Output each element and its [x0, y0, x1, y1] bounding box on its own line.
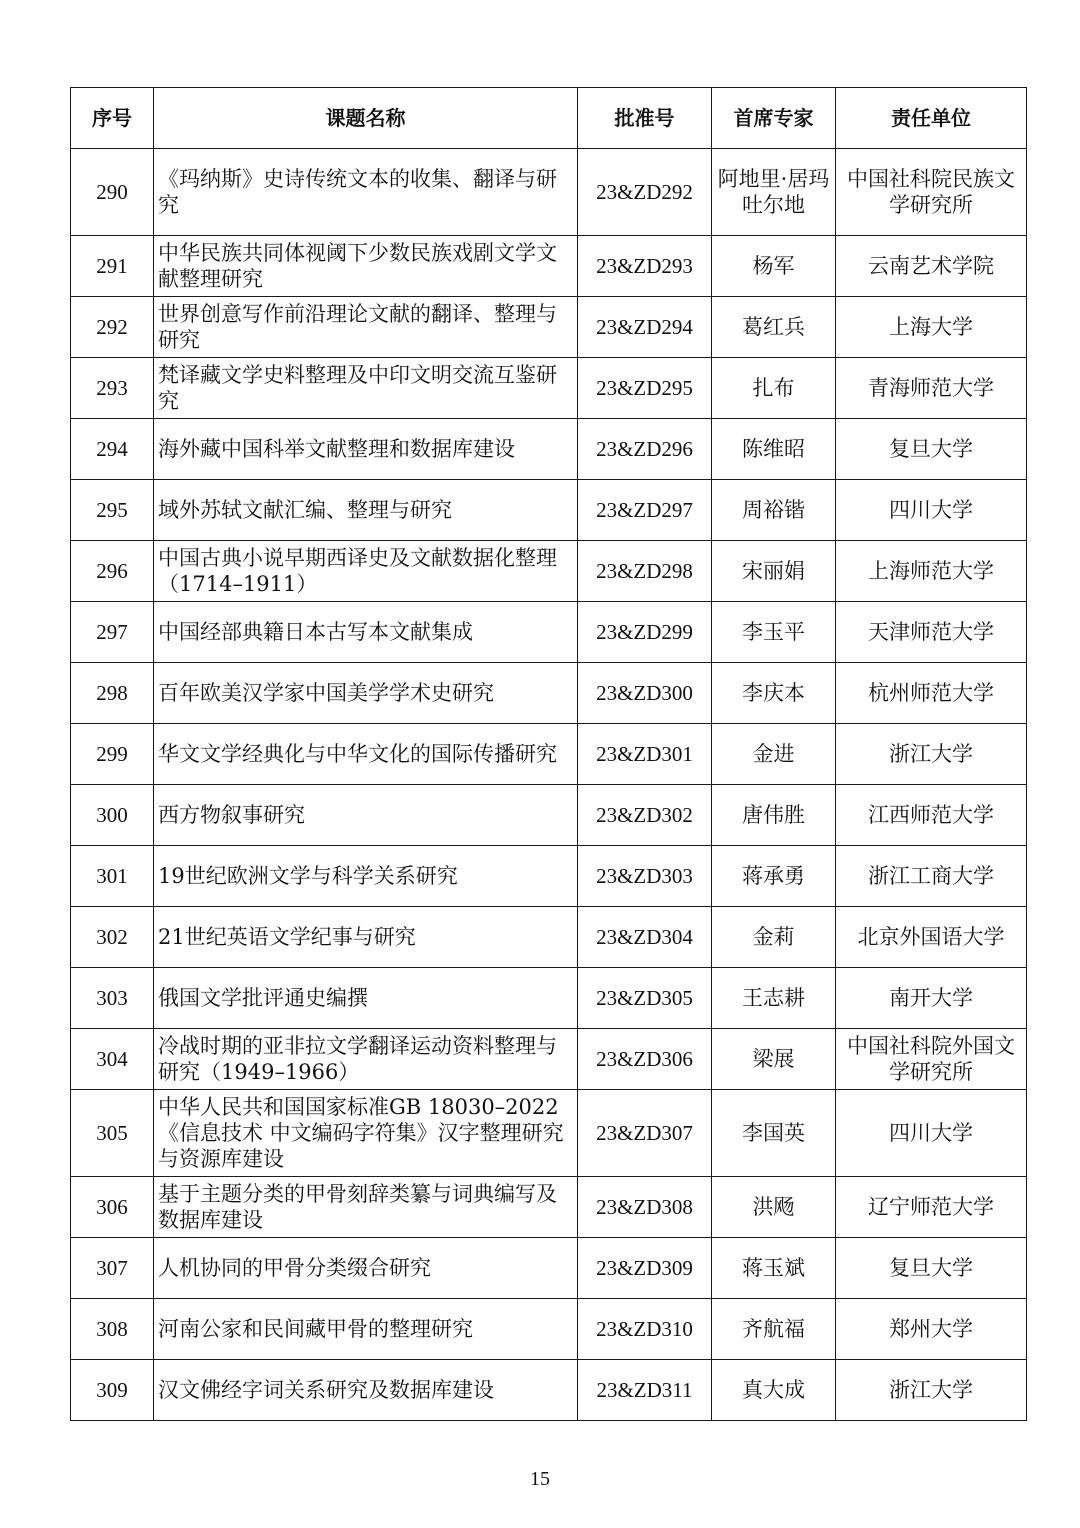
- cell-approval-number: 23&ZD293: [578, 236, 712, 297]
- cell-project-title: 中国古典小说早期西译史及文献数据化整理（1714–1911）: [154, 541, 578, 602]
- cell-approval-number: 23&ZD300: [578, 663, 712, 724]
- cell-serial-number: 302: [71, 907, 154, 968]
- cell-responsible-unit: 上海大学: [836, 297, 1027, 358]
- cell-chief-expert: 真大成: [712, 1360, 836, 1421]
- cell-serial-number: 292: [71, 297, 154, 358]
- cell-serial-number: 299: [71, 724, 154, 785]
- cell-serial-number: 305: [71, 1090, 154, 1177]
- cell-chief-expert: 蒋承勇: [712, 846, 836, 907]
- cell-serial-number: 298: [71, 663, 154, 724]
- cell-approval-number: 23&ZD294: [578, 297, 712, 358]
- cell-approval-number: 23&ZD309: [578, 1238, 712, 1299]
- cell-approval-number: 23&ZD298: [578, 541, 712, 602]
- cell-project-title: 海外藏中国科举文献整理和数据库建设: [154, 419, 578, 480]
- cell-responsible-unit: 浙江大学: [836, 724, 1027, 785]
- cell-chief-expert: 李国英: [712, 1090, 836, 1177]
- cell-approval-number: 23&ZD304: [578, 907, 712, 968]
- header-responsible-unit: 责任单位: [836, 88, 1027, 149]
- table-row: [71, 1238, 1027, 1299]
- cell-approval-number: 23&ZD295: [578, 358, 712, 419]
- table-row: [71, 480, 1027, 541]
- cell-project-title: 人机协同的甲骨分类缀合研究: [154, 1238, 578, 1299]
- table-row: [71, 968, 1027, 1029]
- page-number: 15: [530, 1468, 550, 1490]
- cell-chief-expert: 王志耕: [712, 968, 836, 1029]
- cell-project-title: 河南公家和民间藏甲骨的整理研究: [154, 1299, 578, 1360]
- cell-chief-expert: 蒋玉斌: [712, 1238, 836, 1299]
- cell-approval-number: 23&ZD308: [578, 1177, 712, 1238]
- cell-approval-number: 23&ZD307: [578, 1090, 712, 1177]
- cell-responsible-unit: 青海师范大学: [836, 358, 1027, 419]
- table-row: [71, 724, 1027, 785]
- cell-serial-number: 303: [71, 968, 154, 1029]
- cell-responsible-unit: 中国社科院民族文学研究所: [836, 149, 1027, 236]
- cell-project-title: 中华民族共同体视阈下少数民族戏剧文学文献整理研究: [154, 236, 578, 297]
- cell-responsible-unit: 浙江大学: [836, 1360, 1027, 1421]
- cell-chief-expert: 梁展: [712, 1029, 836, 1090]
- cell-chief-expert: 葛红兵: [712, 297, 836, 358]
- cell-project-title: 中国经部典籍日本古写本文献集成: [154, 602, 578, 663]
- header-chief-expert: 首席专家: [712, 88, 836, 149]
- header-project-title: 课题名称: [154, 88, 578, 149]
- table-row: [71, 541, 1027, 602]
- cell-project-title: 《玛纳斯》史诗传统文本的收集、翻译与研究: [154, 149, 578, 236]
- cell-chief-expert: 陈维昭: [712, 419, 836, 480]
- cell-responsible-unit: 复旦大学: [836, 1238, 1027, 1299]
- cell-approval-number: 23&ZD303: [578, 846, 712, 907]
- cell-responsible-unit: 江西师范大学: [836, 785, 1027, 846]
- table-row: [71, 236, 1027, 297]
- cell-project-title: 域外苏轼文献汇编、整理与研究: [154, 480, 578, 541]
- cell-approval-number: 23&ZD292: [578, 149, 712, 236]
- cell-responsible-unit: 郑州大学: [836, 1299, 1027, 1360]
- cell-approval-number: 23&ZD302: [578, 785, 712, 846]
- cell-responsible-unit: 杭州师范大学: [836, 663, 1027, 724]
- cell-serial-number: 297: [71, 602, 154, 663]
- cell-approval-number: 23&ZD311: [578, 1360, 712, 1421]
- cell-project-title: 21世纪英语文学纪事与研究: [154, 907, 578, 968]
- table-row: [71, 846, 1027, 907]
- cell-project-title: 中华人民共和国国家标准GB 18030–2022《信息技术 中文编码字符集》汉字整理研究与资源库建设: [154, 1090, 578, 1177]
- cell-responsible-unit: 辽宁师范大学: [836, 1177, 1027, 1238]
- cell-serial-number: 304: [71, 1029, 154, 1090]
- cell-approval-number: 23&ZD296: [578, 419, 712, 480]
- cell-responsible-unit: 浙江工商大学: [836, 846, 1027, 907]
- cell-responsible-unit: 四川大学: [836, 1090, 1027, 1177]
- cell-chief-expert: 宋丽娟: [712, 541, 836, 602]
- cell-serial-number: 291: [71, 236, 154, 297]
- table-row: [71, 785, 1027, 846]
- cell-chief-expert: 杨军: [712, 236, 836, 297]
- cell-serial-number: 306: [71, 1177, 154, 1238]
- cell-project-title: 西方物叙事研究: [154, 785, 578, 846]
- cell-chief-expert: 阿地里·居玛吐尔地: [712, 149, 836, 236]
- header-row: [71, 88, 1027, 149]
- cell-responsible-unit: 复旦大学: [836, 419, 1027, 480]
- table-row: [71, 602, 1027, 663]
- cell-project-title: 华文文学经典化与中华文化的国际传播研究: [154, 724, 578, 785]
- cell-responsible-unit: 天津师范大学: [836, 602, 1027, 663]
- cell-chief-expert: 李玉平: [712, 602, 836, 663]
- cell-chief-expert: 扎布: [712, 358, 836, 419]
- cell-serial-number: 309: [71, 1360, 154, 1421]
- cell-responsible-unit: 上海师范大学: [836, 541, 1027, 602]
- cell-approval-number: 23&ZD306: [578, 1029, 712, 1090]
- table-row: [71, 419, 1027, 480]
- cell-serial-number: 307: [71, 1238, 154, 1299]
- cell-chief-expert: 洪飏: [712, 1177, 836, 1238]
- cell-project-title: 19世纪欧洲文学与科学关系研究: [154, 846, 578, 907]
- cell-responsible-unit: 云南艺术学院: [836, 236, 1027, 297]
- cell-approval-number: 23&ZD297: [578, 480, 712, 541]
- cell-responsible-unit: 北京外国语大学: [836, 907, 1027, 968]
- header-approval-number: 批准号: [578, 88, 712, 149]
- table-row: [71, 1177, 1027, 1238]
- table-row: [71, 149, 1027, 236]
- cell-chief-expert: 齐航福: [712, 1299, 836, 1360]
- table-row: [71, 297, 1027, 358]
- table-row: [71, 1360, 1027, 1421]
- cell-serial-number: 300: [71, 785, 154, 846]
- cell-responsible-unit: 中国社科院外国文学研究所: [836, 1029, 1027, 1090]
- cell-serial-number: 290: [71, 149, 154, 236]
- cell-serial-number: 294: [71, 419, 154, 480]
- table-row: [71, 1029, 1027, 1090]
- cell-project-title: 梵译藏文学史料整理及中印文明交流互鉴研究: [154, 358, 578, 419]
- cell-chief-expert: 金进: [712, 724, 836, 785]
- cell-approval-number: 23&ZD305: [578, 968, 712, 1029]
- cell-chief-expert: 周裕锴: [712, 480, 836, 541]
- cell-project-title: 基于主题分类的甲骨刻辞类纂与词典编写及数据库建设: [154, 1177, 578, 1238]
- cell-serial-number: 295: [71, 480, 154, 541]
- cell-serial-number: 301: [71, 846, 154, 907]
- cell-project-title: 百年欧美汉学家中国美学学术史研究: [154, 663, 578, 724]
- cell-serial-number: 308: [71, 1299, 154, 1360]
- table-row: [71, 907, 1027, 968]
- cell-project-title: 汉文佛经字词关系研究及数据库建设: [154, 1360, 578, 1421]
- cell-project-title: 冷战时期的亚非拉文学翻译运动资料整理与研究（1949–1966）: [154, 1029, 578, 1090]
- cell-serial-number: 296: [71, 541, 154, 602]
- cell-approval-number: 23&ZD301: [578, 724, 712, 785]
- table-row: [71, 358, 1027, 419]
- cell-project-title: 世界创意写作前沿理论文献的翻译、整理与研究: [154, 297, 578, 358]
- cell-responsible-unit: 南开大学: [836, 968, 1027, 1029]
- cell-chief-expert: 金莉: [712, 907, 836, 968]
- table-row: [71, 663, 1027, 724]
- table-row: [71, 1090, 1027, 1177]
- header-serial-number: 序号: [71, 88, 154, 149]
- project-table: [70, 87, 1027, 1421]
- cell-chief-expert: 唐伟胜: [712, 785, 836, 846]
- cell-approval-number: 23&ZD299: [578, 602, 712, 663]
- cell-chief-expert: 李庆本: [712, 663, 836, 724]
- table-row: [71, 1299, 1027, 1360]
- cell-project-title: 俄国文学批评通史编撰: [154, 968, 578, 1029]
- cell-serial-number: 293: [71, 358, 154, 419]
- cell-responsible-unit: 四川大学: [836, 480, 1027, 541]
- cell-approval-number: 23&ZD310: [578, 1299, 712, 1360]
- table-body: [71, 149, 1027, 1421]
